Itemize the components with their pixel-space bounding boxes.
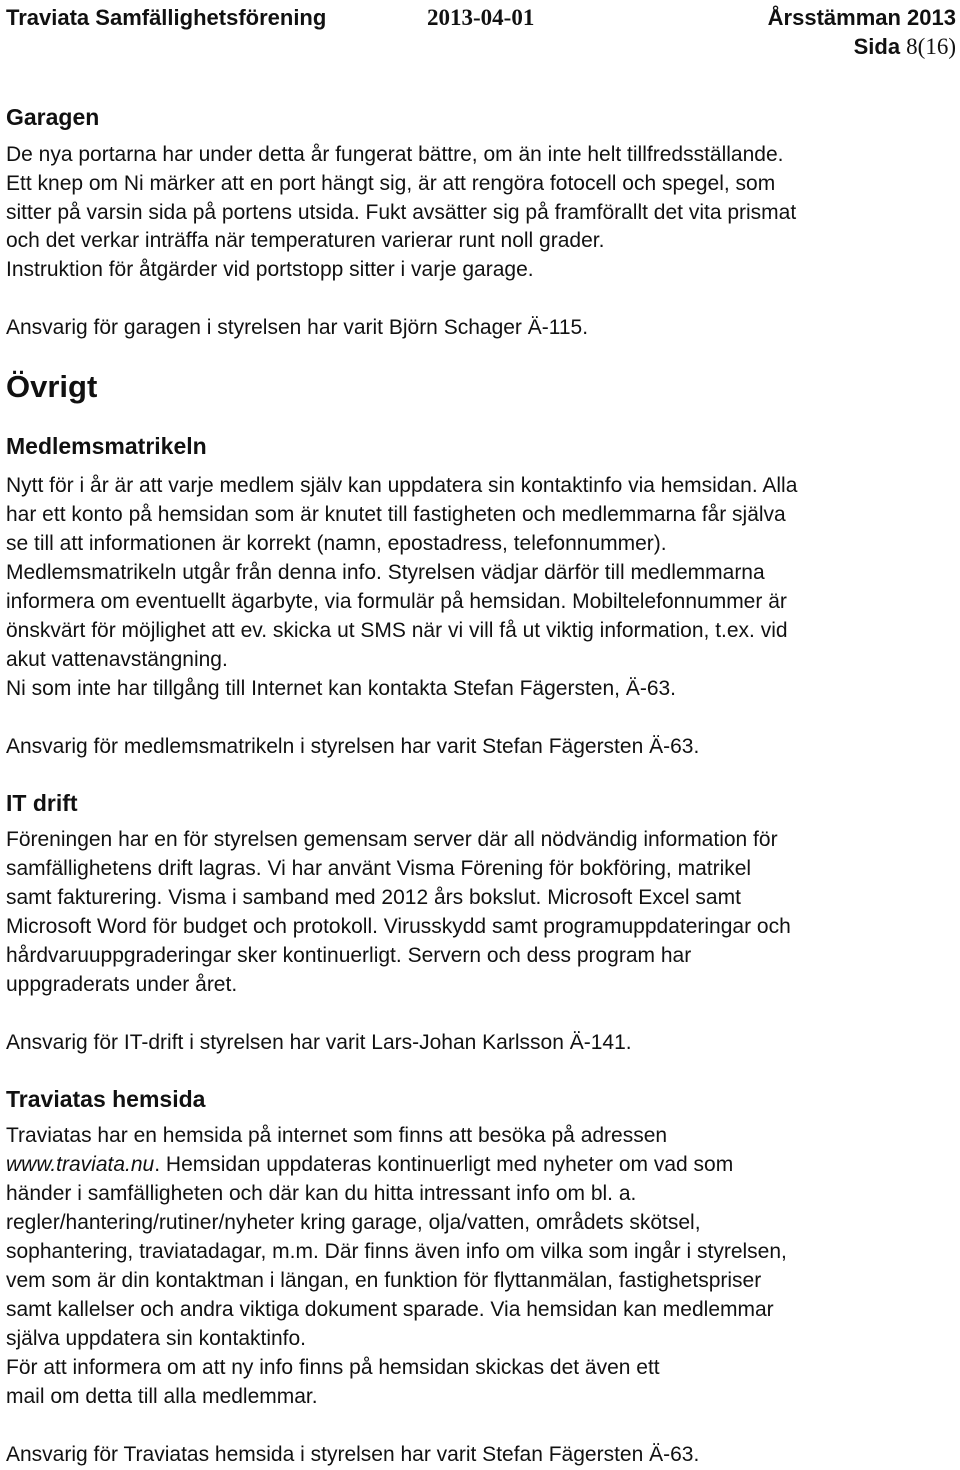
section-title-garagen: Garagen xyxy=(6,104,100,130)
paragraph-line: önskvärt för möjlighet att ev. skicka ut SMS när vi vill få ut viktig information, t.ex. vid xyxy=(6,619,788,642)
paragraph-line: uppgraderats under året. xyxy=(6,973,238,996)
paragraph-line: och det verkar inträffa när temperaturen varierar runt noll grader. xyxy=(6,229,605,252)
paragraph-line: sitter på varsin sida på portens utsida. Fukt avsätter sig på framförallt det vita prismat xyxy=(6,201,797,224)
page-number: 8(16) xyxy=(906,34,956,59)
section-title-it-drift: IT drift xyxy=(6,790,78,816)
paragraph-line: Ett knep om Ni märker att en port hängt sig, är att rengöra fotocell och spegel, som xyxy=(6,172,776,195)
paragraph-line: samt kallelser och andra viktiga dokument sparade. Via hemsidan kan medlemmar xyxy=(6,1298,774,1321)
paragraph-line: har ett konto på hemsidan som är knutet till fastigheten och medlemmarna får själva xyxy=(6,503,786,526)
paragraph-line: samt fakturering. Visma i samband med 2012 års bokslut. Microsoft Excel samt xyxy=(6,886,741,909)
paragraph-line: mail om detta till alla medlemmar. xyxy=(6,1385,318,1408)
section-title-medlemsmatrikeln: Medlemsmatrikeln xyxy=(6,433,207,459)
paragraph-line: Traviatas har en hemsida på internet som finns att besöka på adressen xyxy=(6,1124,668,1147)
paragraph-line: hårdvaruuppgraderingar sker kontinuerligt. Servern och dess program har xyxy=(6,944,692,967)
section-title-hemsida: Traviatas hemsida xyxy=(6,1086,206,1112)
paragraph-text: . Hemsidan uppdateras kontinuerligt med nyheter om vad som xyxy=(154,1153,734,1176)
paragraph-line: Nytt för i år är att varje medlem själv kan uppdatera sin kontaktinfo via hemsidan. Alla xyxy=(6,474,798,497)
header-organization: Traviata Samfällighetsförening xyxy=(6,5,327,30)
paragraph-line: regler/hantering/rutiner/nyheter kring garage, olja/vatten, områdets skötsel, xyxy=(6,1211,701,1234)
paragraph-line: vem som är din kontaktman i längan, en funktion för flyttanmälan, fastighetspriser xyxy=(6,1269,762,1292)
paragraph-line: själva uppdatera sin kontaktinfo. xyxy=(6,1327,307,1350)
page-label: Sida xyxy=(853,34,907,59)
responsible-medlemsmatrikeln: Ansvarig för medlemsmatrikeln i styrelsen har varit Stefan Fägersten Ä-63. xyxy=(6,735,700,758)
header-date: 2013-04-01 xyxy=(427,5,535,30)
header-meeting: Årsstämman 2013 xyxy=(767,5,956,30)
paragraph-line: informera om eventuellt ägarbyte, via formulär på hemsidan. Mobiltelefonnummer är xyxy=(6,590,787,613)
paragraph-line: samfällighetens drift lagras. Vi har använt Visma Förening för bokföring, matrikel xyxy=(6,857,752,880)
paragraph-line: Ni som inte har tillgång till Internet kan kontakta Stefan Fägersten, Ä-63. xyxy=(6,677,677,700)
header-page-number xyxy=(854,33,956,61)
paragraph-line: akut vattenavstängning. xyxy=(6,648,228,671)
paragraph-line: händer i samfälligheten och där kan du hitta intressant info om bl. a. xyxy=(6,1182,637,1205)
paragraph-line xyxy=(6,1151,733,1179)
paragraph-line: Instruktion för åtgärder vid portstopp sitter i varje garage. xyxy=(6,258,534,281)
paragraph-line: se till att informationen är korrekt (namn, epostadress, telefonnummer). xyxy=(6,532,667,555)
paragraph-line: Microsoft Word för budget och protokoll. Virusskydd samt programuppdateringar och xyxy=(6,915,791,938)
paragraph-line: Medlemsmatrikeln utgår från denna info. Styrelsen vädjar därför till medlemmarna xyxy=(6,561,765,584)
section-title-ovrigt: Övrigt xyxy=(6,369,98,404)
responsible-it-drift: Ansvarig för IT-drift i styrelsen har varit Lars-Johan Karlsson Ä-141. xyxy=(6,1031,632,1054)
responsible-garagen: Ansvarig för garagen i styrelsen har varit Björn Schager Ä-115. xyxy=(6,316,589,339)
website-link[interactable]: www.traviata.nu xyxy=(6,1153,155,1176)
paragraph-line: Föreningen har en för styrelsen gemensam server där all nödvändig information för xyxy=(6,828,778,851)
paragraph-line: De nya portarna har under detta år fungerat bättre, om än inte helt tillfredsställande. xyxy=(6,143,784,166)
responsible-hemsida: Ansvarig för Traviatas hemsida i styrelsen har varit Stefan Fägersten Ä-63. xyxy=(6,1443,700,1466)
paragraph-line: För att informera om att ny info finns på hemsidan skickas det även ett xyxy=(6,1356,660,1379)
paragraph-line: sophantering, traviatadagar, m.m. Där finns även info om vilka som ingår i styrelsen, xyxy=(6,1240,787,1263)
